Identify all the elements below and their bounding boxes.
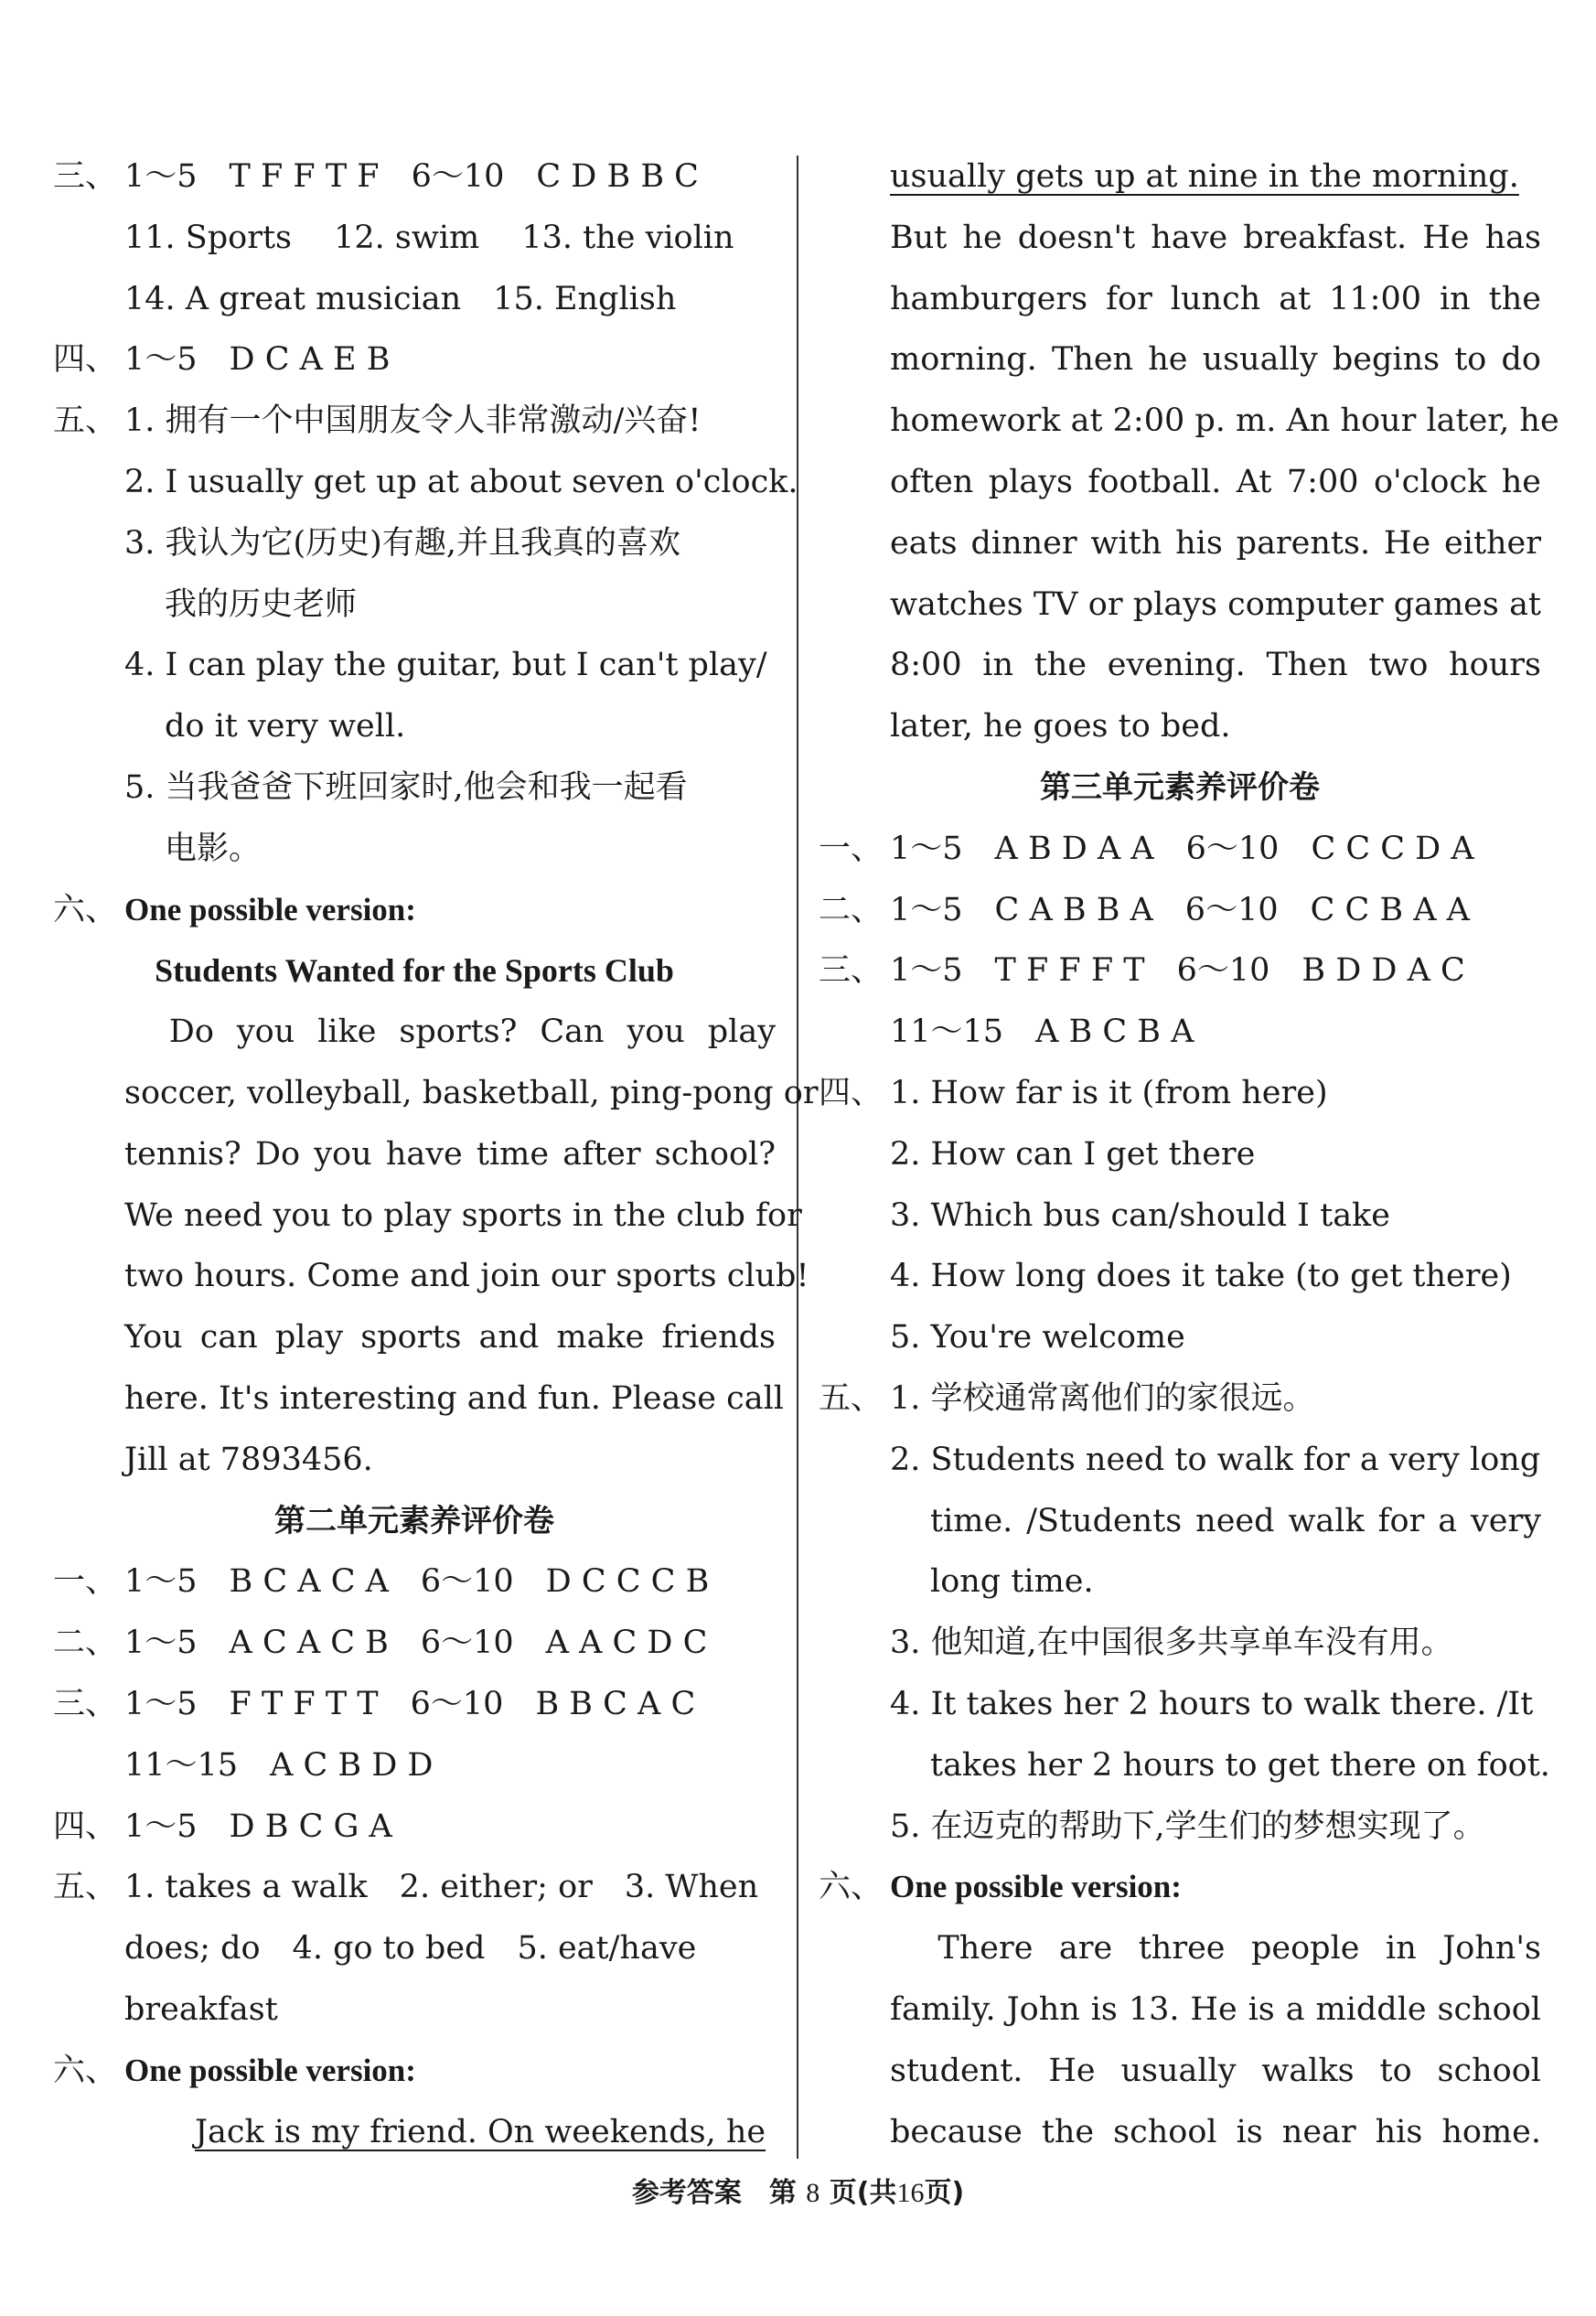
essay-line: because the school is near his home. <box>890 2113 1541 2150</box>
essay-line: later, he goes to bed. <box>890 708 1231 745</box>
answer-line: do it very well. <box>165 708 406 745</box>
answer-line: 五、 1. 拥有一个中国朋友令人非常激动/兴奋! <box>53 402 702 440</box>
essay-line: family. John is 13. He is a middle school <box>890 1990 1541 2028</box>
answer-line: 六、 One possible version: <box>53 2052 416 2089</box>
answer-line: 2. Students need to walk for a very long <box>890 1441 1541 1478</box>
answer-line: 电影。 <box>165 830 262 867</box>
answer-line: long time. <box>930 1563 1094 1601</box>
answer-line: 11～15 A B C B A <box>890 1013 1194 1051</box>
left-column <box>53 146 819 2162</box>
essay-title: Students Wanted for the Sports Club <box>155 952 674 990</box>
answer-line: 3. 我认为它(历史)有趣,并且我真的喜欢 <box>124 524 680 562</box>
answer-line: 二、 1～5 A C A C B 6～10 A A C D C <box>53 1624 708 1662</box>
essay-line: Do you like sports? Can you play <box>124 1013 776 1051</box>
answer-line: 5. You're welcome <box>890 1319 1185 1356</box>
unit2-heading: 第二单元素养评价卷 <box>274 1502 554 1539</box>
essay-line: two hours. Come and join our sports club! <box>124 1258 809 1295</box>
version-label: One possible version: <box>124 2052 416 2088</box>
answer-line: takes her 2 hours to get there on foot. <box>930 1746 1550 1784</box>
answer-line: 三、 1～5 T F F T F 6～10 C D B B C <box>53 158 699 195</box>
answer-line: 4. I can play the guitar, but I can't play/ <box>124 647 767 684</box>
answer-line: 14. A great musician 15. English <box>124 280 677 317</box>
answer-line: 3. Which bus can/should I take <box>890 1196 1390 1234</box>
essay-line: morning. Then he usually begins to do <box>890 341 1541 379</box>
essay-line: You can play sports and make friends <box>124 1319 776 1356</box>
answer-line: time. /Students need walk for a very <box>930 1502 1541 1539</box>
answer-line: 一、 1～5 A B D A A 6～10 C C C D A <box>819 830 1474 867</box>
answer-line: 六、 One possible version: <box>53 891 416 928</box>
essay-line: But he doesn't have breakfast. He has <box>890 219 1541 256</box>
answer-line: 五、 1. 学校通常离他们的家很远。 <box>819 1379 1315 1417</box>
version-label: One possible version: <box>890 1869 1182 1905</box>
answer-line: 三、 1～5 T F F F T 6～10 B D D A C <box>819 952 1465 990</box>
page-footer: 参考答案 第 8 页(共16页) <box>631 2177 965 2209</box>
essay-line: soccer, volleyball, basketball, ping-pong or <box>124 1074 819 1111</box>
version-label: One possible version: <box>124 891 416 927</box>
essay-line: We need you to play sports in the club for <box>124 1196 802 1234</box>
answer-line: 四、 1～5 D B C G A <box>53 1807 392 1845</box>
essay-line: There are three people in John's <box>890 1930 1541 1968</box>
answer-line: 4. How long does it take (to get there) <box>890 1258 1512 1295</box>
essay-line: here. It's interesting and fun. Please call <box>124 1379 785 1417</box>
answer-line: 2. I usually get up at about seven o'clock. <box>124 463 798 500</box>
answer-line: 五、 1. takes a walk 2. either; or 3. When <box>53 1869 759 1906</box>
answer-line: 5. 在迈克的帮助下,学生们的梦想实现了。 <box>890 1807 1485 1845</box>
answer-line: 4. It takes her 2 hours to walk there. /It <box>890 1685 1534 1722</box>
essay-line: usually gets up at nine in the morning. <box>890 158 1519 195</box>
essay-line: often plays football. At 7:00 o'clock he <box>890 463 1541 500</box>
answer-line: 11～15 A C B D D <box>124 1746 434 1784</box>
page-number: 8 <box>806 2178 820 2208</box>
answer-line: 5. 当我爸爸下班回家时,他会和我一起看 <box>124 768 688 806</box>
essay-line: homework at 2:00 p. m. An hour later, he <box>890 402 1559 440</box>
answer-line: 六、 One possible version: <box>819 1869 1182 1906</box>
answer-line: 我的历史老师 <box>165 585 358 623</box>
essay-line: Jill at 7893456. <box>124 1441 373 1478</box>
answer-line: 三、 1～5 F T F T T 6～10 B B C A C <box>53 1685 696 1722</box>
right-column <box>819 146 1559 2162</box>
essay-line: hamburgers for lunch at 11:00 in the <box>890 280 1541 317</box>
essay-line: tennis? Do you have time after school? <box>124 1135 776 1173</box>
unit3-heading: 第三单元素养评价卷 <box>1040 768 1320 806</box>
answer-line: 3. 他知道,在中国很多共享单车没有用。 <box>890 1624 1453 1662</box>
essay-line: 8:00 in the evening. Then two hours <box>890 647 1541 684</box>
answer-line: 2. How can I get there <box>890 1135 1256 1173</box>
essay-line: Jack is my friend. On weekends, he <box>195 2113 766 2150</box>
essay-line: student. He usually walks to school <box>890 2052 1541 2089</box>
answer-line: 四、 1. How far is it (from here) <box>819 1074 1328 1111</box>
answer-line: 11. Sports 12. swim 13. the violin <box>124 219 734 256</box>
answer-line: does; do 4. go to bed 5. eat/have <box>124 1930 697 1968</box>
answer-line: 一、 1～5 B C A C A 6～10 D C C C B <box>53 1563 710 1601</box>
essay-line: watches TV or plays computer games at <box>890 585 1541 623</box>
total-pages: 16 <box>896 2178 925 2208</box>
answer-line: breakfast <box>124 1990 278 2028</box>
answer-line: 二、 1～5 C A B B A 6～10 C C B A A <box>819 891 1470 928</box>
essay-line: eats dinner with his parents. He either <box>890 524 1541 562</box>
answer-line: 四、 1～5 D C A E B <box>53 341 391 379</box>
